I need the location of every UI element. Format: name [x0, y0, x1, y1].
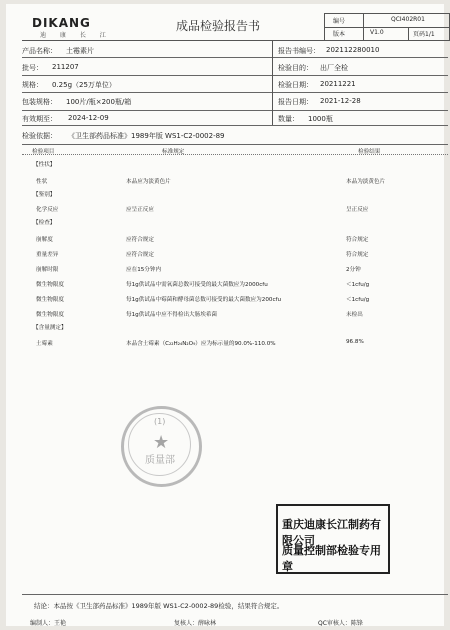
- row-item: 微生物限度: [36, 297, 64, 303]
- approver-label: QC审核人：陈锋: [318, 620, 363, 627]
- report-date-value: 2021-12-28: [320, 97, 361, 105]
- stamp-purpose: 质量控制部检验专用章: [282, 544, 381, 573]
- logo-subtext: 迪 康 长 江: [40, 32, 112, 39]
- basis-value: 《卫生部药品标准》1989年版 WS1-C2-0002-89: [68, 132, 225, 140]
- row-item: 化学反应: [36, 207, 59, 213]
- product-label: 产品名称：: [22, 47, 57, 55]
- row-result: ＜1cfu/g: [346, 297, 370, 303]
- expiry-value: 2024-12-09: [68, 114, 109, 122]
- row-item: 崩解时限: [36, 267, 59, 273]
- row-result: 未检出: [346, 312, 363, 318]
- row-item: 性状: [36, 179, 48, 185]
- code-value: QCI402R01: [391, 16, 425, 23]
- stamp-dept: 质量部: [145, 455, 175, 466]
- row-standard: 每1g供试品中应不得检出大肠埃希菌: [126, 312, 218, 318]
- pack-value: 100片/瓶×200瓶/箱: [66, 98, 132, 106]
- purpose-value: 出厂全检: [320, 64, 348, 72]
- row-item: 微生物限度: [36, 312, 64, 318]
- row-standard: 应符合规定: [126, 237, 154, 243]
- version-value: V1.0: [370, 29, 384, 36]
- section-assay: 【含量测定】: [33, 325, 67, 331]
- row-result: 呈正反应: [346, 207, 369, 213]
- stamp-star-icon: ★: [153, 432, 170, 453]
- version-label: 版本: [333, 31, 346, 38]
- row-item: 崩解度: [36, 237, 53, 243]
- purpose-label: 检验目的：: [278, 64, 313, 72]
- company-logo: [32, 16, 112, 40]
- product-value: 土霉素片: [66, 47, 94, 55]
- row-standard: 每1g供试品中需氧菌总数可接受的最大菌数应为2000cfu: [126, 282, 268, 288]
- row-item: 微生物限度: [36, 282, 64, 288]
- report-sheet: [6, 4, 444, 626]
- row-standard: 应在15分钟内: [126, 267, 162, 273]
- row-standard: 应符合规定: [126, 252, 154, 258]
- version-row: [325, 27, 449, 40]
- round-quality-stamp: [121, 406, 202, 487]
- page-value: 页码1/1: [413, 31, 435, 38]
- report-date-label: 报告日期：: [278, 98, 313, 106]
- spec-value: 0.25g（25万单位）: [52, 81, 116, 89]
- header-item: 检验项目: [32, 149, 55, 155]
- batch-value: 211207: [52, 63, 79, 71]
- quantity-label: 数量：: [278, 115, 299, 123]
- row-standard: 应呈正反应: [126, 207, 154, 213]
- document-code-box: [324, 13, 450, 41]
- row-standard: 本品含土霉素（C₂₂H₂₄N₂O₉）应为标示量的90.0%-110.0%: [126, 341, 276, 347]
- stamp-number: (1): [154, 417, 166, 426]
- row-result: 符合规定: [346, 252, 369, 258]
- code-label: 编号: [333, 18, 346, 25]
- header-result: 检验结果: [358, 149, 381, 155]
- section-identification: 【鉴别】: [33, 192, 56, 198]
- row-item: 土霉素: [36, 341, 53, 347]
- row-result: 96.8%: [346, 339, 364, 345]
- code-row: [325, 14, 449, 28]
- writer-label: 编制人：王艳: [30, 620, 67, 627]
- row-result: 本品为淡黄色片: [346, 179, 386, 185]
- header-standard: 标准规定: [162, 149, 185, 155]
- quantity-value: 1000瓶: [308, 115, 333, 123]
- row-standard: 本品应为淡黄色片: [126, 179, 171, 185]
- test-date-value: 20211221: [320, 80, 356, 88]
- conclusion-text: 结论：本品按《卫生部药品标准》1989年版 WS1-C2-0002-89检验，结果符合规定。: [34, 602, 284, 610]
- logo-text: DIKANG: [32, 16, 91, 30]
- spec-label: 规格：: [22, 81, 43, 89]
- row-result: 2分钟: [346, 267, 361, 273]
- row-standard: 每1g供试品中霉菌和酵母菌总数可接受的最大菌数应为200cfu: [126, 297, 282, 303]
- test-date-label: 检验日期：: [278, 81, 313, 89]
- stamp-company-name: 重庆迪康长江制药有限公司: [282, 518, 381, 547]
- checker-label: 复核人：薛咏林: [174, 620, 217, 627]
- expiry-label: 有效期至：: [22, 115, 57, 123]
- row-result: ＜1cfu/g: [346, 282, 370, 288]
- basis-label: 检验依据：: [22, 132, 57, 140]
- row-result: 符合规定: [346, 237, 369, 243]
- report-no-value: 202112280010: [326, 46, 380, 54]
- pack-label: 包装规格：: [22, 98, 57, 106]
- report-no-label: 报告书编号：: [278, 47, 320, 55]
- batch-label: 批号：: [22, 64, 43, 72]
- section-inspection: 【检查】: [33, 220, 56, 226]
- row-item: 重量差异: [36, 252, 59, 258]
- rect-company-stamp: [276, 504, 390, 574]
- section-properties: 【性状】: [33, 162, 56, 168]
- report-title: 成品检验报告书: [176, 19, 261, 33]
